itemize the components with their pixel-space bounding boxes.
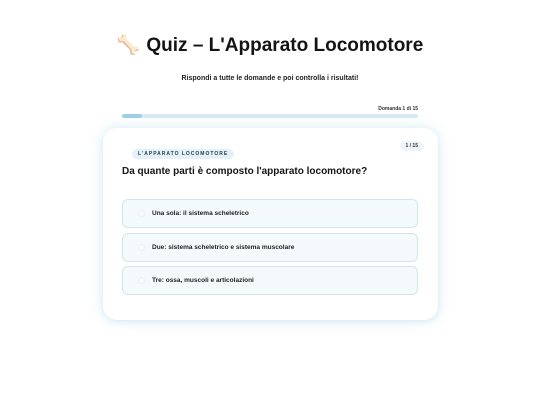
answer-option-1[interactable] [122,199,418,228]
radio-icon[interactable] [138,277,145,284]
progress-label: Domanda 1 di 15 [378,106,418,112]
question-text: Da quante parti è composto l'apparato locomotore? [122,166,368,177]
progress-bar-fill [122,114,142,118]
bone-icon: 🦴 [116,35,141,56]
answer-option-3[interactable] [122,266,418,295]
answer-option-label: Tre: ossa, muscoli e articolazioni [152,277,254,284]
radio-icon[interactable] [138,210,145,217]
answer-option-2[interactable] [122,233,418,262]
answer-option-label: Una sola: il sistema scheletrico [152,210,249,217]
question-card [103,128,438,320]
page-subtitle: Rispondi a tutte le domande e poi controlla i risultati! [181,75,359,82]
answer-option-label: Due: sistema scheletrico e sistema muscolare [152,244,295,251]
question-counter: 1 / 15 [400,141,423,151]
page-title [0,33,540,57]
radio-icon[interactable] [138,244,145,251]
category-badge: L'APPARATO LOCOMOTORE [132,149,234,159]
page-title-text: Quiz – L'Apparato Locomotore [146,35,424,56]
progress-bar [122,114,418,118]
